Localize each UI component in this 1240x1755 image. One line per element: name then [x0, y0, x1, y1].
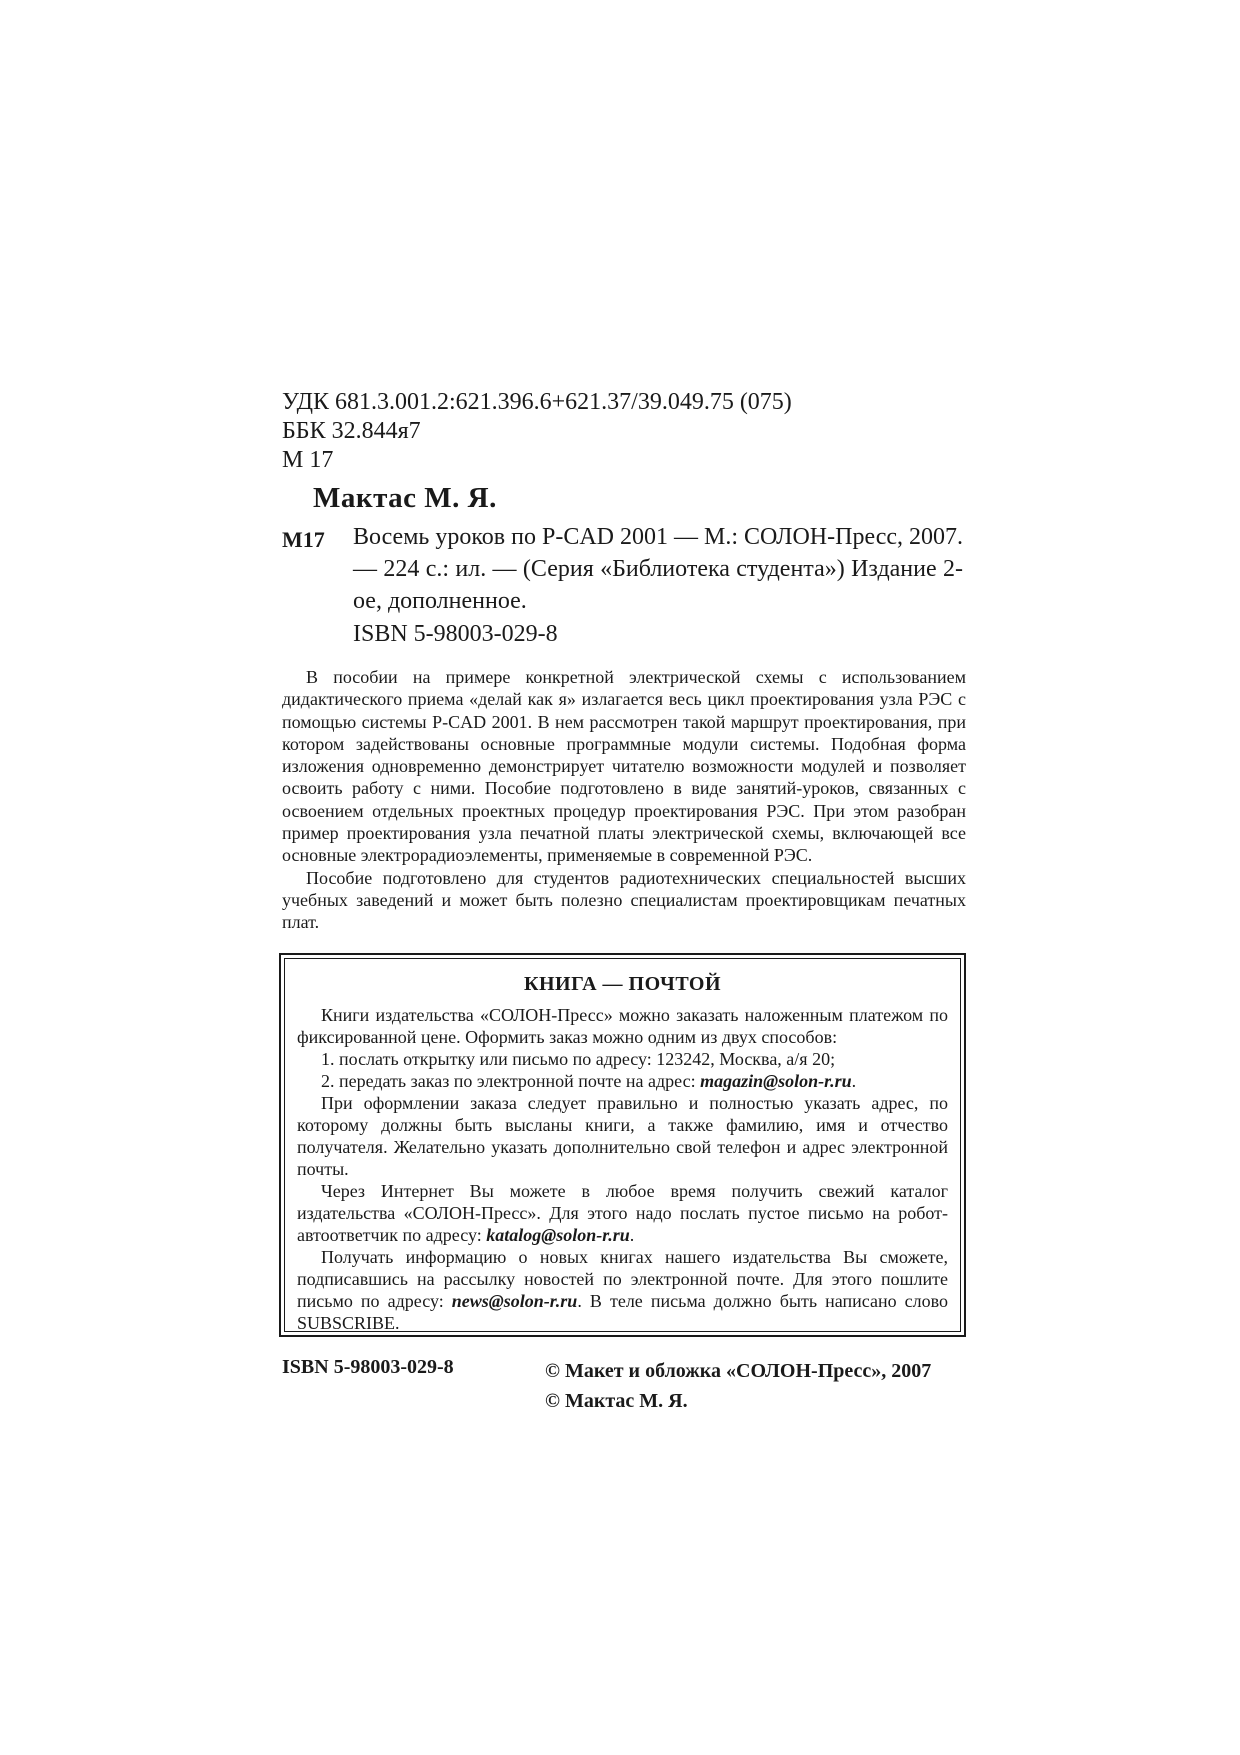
classification-codes — [282, 388, 792, 475]
abstract-paragraph: Пособие подготовлено для студентов радиотехнических специальностей высших учебных заведений и может быть полезно специалистам проектировщикам печатных плат. — [282, 867, 966, 933]
mail-order-paragraph — [297, 1070, 948, 1092]
footer-isbn: ISBN 5-98003-029-8 — [282, 1356, 454, 1378]
mail-order-box — [279, 953, 966, 1337]
mail-order-text: . — [851, 1071, 857, 1091]
mail-order-paragraph: Книги издательства «СОЛОН-Пресс» можно заказать наложенным платежом по фиксированной цене. Оформить заказ можно одним из двух способов: — [297, 1005, 948, 1047]
mail-order-text: . — [629, 1225, 635, 1245]
mail-order-paragraph — [297, 1246, 948, 1334]
email-katalog-link[interactable]: katalog@solon-r.ru — [486, 1225, 630, 1245]
mail-order-text: 2. передать заказ по электронной почте на адрес: — [321, 1071, 701, 1091]
mail-order-box-inner — [284, 958, 961, 1332]
book-description: Восемь уроков по P-CAD 2001 — М.: СОЛОН-Пресс, 2007. — 224 с.: ил. — (Серия «Библиотека студента») Издание 2-ое, дополненное. — [353, 524, 963, 614]
mail-order-paragraph: При оформлении заказа следует правильно и полностью указать адрес, по которому должны быть высланы книги, а также фамилию, имя и отчество получателя. Желательно указать дополнительно свой телефон и адрес электронной почты. — [297, 1093, 948, 1179]
email-news-link[interactable]: news@solon-r.ru — [451, 1291, 578, 1311]
email-magazin-link[interactable]: magazin@solon-r.ru — [700, 1071, 852, 1091]
mail-order-paragraph — [297, 1180, 948, 1246]
book-isbn: ISBN 5-98003-029-8 — [353, 621, 558, 647]
author-mark-code: М 17 — [282, 447, 334, 473]
mail-order-text: Получать информацию о новых книгах нашего издательства Вы сможете, подписавшись на рассылку новостей по электронной почте. Для этого пошлите письмо по адресу: — [297, 1247, 948, 1311]
mail-order-text: . В теле письма должно быть написано слово SUBSCRIBE. — [297, 1291, 948, 1333]
copyright-block — [545, 1356, 931, 1416]
mail-order-paragraph: 1. послать открытку или письмо по адресу: 123242, Москва, а/я 20; — [321, 1049, 836, 1069]
udk-code: УДК 681.3.001.2:621.396.6+621.37/39.049.75 (075) — [282, 389, 792, 415]
copyright-author: © Мактас М. Я. — [545, 1390, 688, 1412]
copyright-publisher: © Макет и обложка «СОЛОН-Пресс», 2007 — [545, 1360, 932, 1382]
abstract-paragraph: В пособии на примере конкретной электрической схемы с использованием дидактического приема «делай как я» излагается весь цикл проектирования узла РЭС с помощью системы P-CAD 2001. В нем рассмотрен такой маршрут проектирования, при котором задействованы основные программные модули системы. Подобная форма изложения одновременно демонстрирует читателю возможности модулей и позволяет освоить работу с ними. Пособие подготовлено в виде занятий-уроков, связанных с освоением отдельных проектных процедур проектирования РЭС. При этом разобран пример проектирования узла печатной платы электрической схемы, включающей все основные электрорадиоэлементы, применяемые в современной РЭС. — [282, 667, 966, 866]
mail-order-title: КНИГА — ПОЧТОЙ — [523, 973, 722, 995]
author-name: Мактас М. Я. — [313, 482, 497, 514]
library-mark: М17 — [282, 527, 325, 552]
abstract — [282, 666, 966, 934]
bbk-code: ББК 32.844я7 — [282, 418, 421, 444]
mail-order-text: Через Интернет Вы можете в любое время получить свежий каталог издательства «СОЛОН-Пресс». Для этого надо послать пустое письмо на робот-автоответчик по адресу: — [297, 1181, 948, 1245]
